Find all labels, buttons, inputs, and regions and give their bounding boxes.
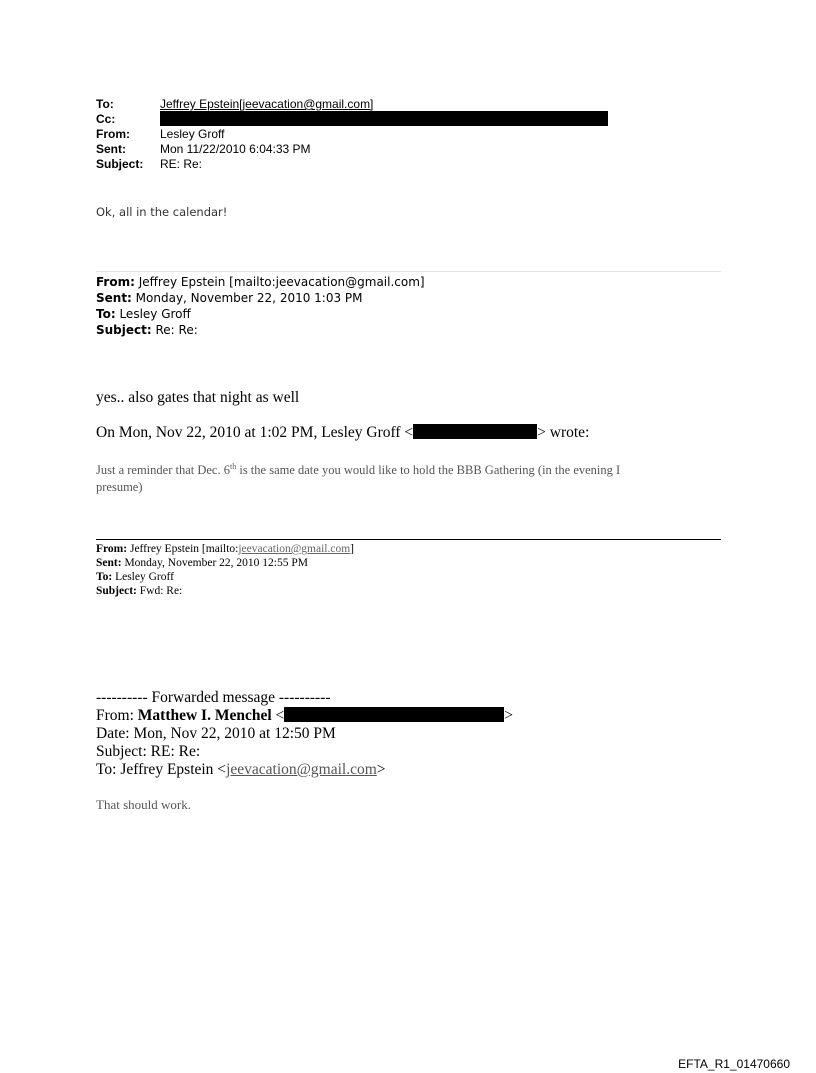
quoted2-sent-label: Sent: [96,557,122,569]
quoted2-email-link[interactable]: jeevacation@gmail.com [238,543,351,555]
quoted1-to-label: To: [96,307,116,321]
quoted2-sent-value: Monday, November 22, 2010 12:55 PM [121,557,308,569]
epstein-reply: yes.. also gates that night as well [96,389,300,406]
reminder-text [96,458,716,496]
forwarded-body: That should work. [96,797,191,812]
to-value[interactable]: Jeffrey Epstein[jeevacation@gmail.com] [160,97,374,111]
quoted-header-2 [96,542,354,598]
quoted2-from-label: From: [96,543,128,555]
quoted1-sent-label: Sent: [96,291,132,305]
quoted1-sent-value: Monday, November 22, 2010 1:03 PM [131,291,363,305]
quoted2-sent-line [96,556,354,570]
quoted1-subject-line [96,322,425,338]
reminder-part1: Just a reminder that Dec. 6 [96,463,230,478]
divider-light [96,271,721,272]
from-label: From: [96,127,130,141]
quoted2-to-value: Lesley Groff [112,571,174,583]
quoted1-subject-value: Re: Re: [151,323,198,337]
email-redaction [413,424,537,439]
quoted2-to-label: To: [96,571,113,583]
quoted2-from-suffix: ] [350,543,354,555]
divider-dark [96,539,721,540]
forwarded-to-line [96,761,513,779]
from-value: Lesley Groff [160,127,225,141]
forwarded-date-line: Date: Mon, Nov 22, 2010 at 12:50 PM [96,725,336,742]
sent-value: Mon 11/22/2010 6:04:33 PM [160,142,311,156]
forwarded-divider: ---------- Forwarded message ---------- [96,689,331,706]
forwarded-to-prefix: To: Jeffrey Epstein < [96,761,227,778]
subject-label: Subject: [96,157,144,171]
forwarded-to-suffix: > [376,761,386,778]
quoted1-sent-line [96,290,425,306]
reminder-sup: th [229,462,237,471]
document-id: EFTA_R1_01470660 [678,1057,790,1071]
sent-label: Sent: [96,142,126,156]
on-wrote-line [96,424,589,442]
forwarded-email-link[interactable]: jeevacation@gmail.com [226,761,377,778]
quoted1-subject-label: Subject: [96,323,152,337]
forwarded-from-close: > [504,707,514,724]
forwarded-email-redaction [284,707,504,722]
quoted-header-1 [96,274,425,338]
forwarded-message [96,689,513,779]
forwarded-from-prefix: From: [96,707,138,724]
on-wrote-suffix: > wrote: [537,424,590,441]
subject-value: RE: Re: [160,157,203,171]
quoted2-subject-label: Subject: [96,585,137,597]
reminder-part2: is the same date you would like to hold the BBB Gathering (in the evening I [236,463,621,478]
quoted1-to-value: Lesley Groff [115,307,191,321]
quoted2-from-line [96,542,354,556]
quoted2-subject-line [96,584,354,598]
quoted2-subject-value: Fwd: Re: [136,585,183,597]
reply-body: Ok, all in the calendar! [96,205,228,219]
to-label: To: [96,97,114,111]
quoted1-from-value: Jeffrey Epstein [mailto:jeevacation@gmail.com] [134,275,425,289]
on-wrote-prefix: On Mon, Nov 22, 2010 at 1:02 PM, Lesley Groff < [96,424,414,441]
quoted1-to-line [96,306,425,322]
forwarded-from-open: < [271,707,285,724]
quoted2-from-prefix: Jeffrey Epstein [mailto: [127,543,239,555]
quoted1-from-line [96,274,425,290]
quoted2-to-line [96,570,354,584]
forwarded-from-line [96,707,513,725]
forwarded-subject-line: Subject: RE: Re: [96,743,201,760]
reminder-line2: presume) [96,480,143,495]
cc-label: Cc: [96,112,116,126]
forwarded-from-name: Matthew I. Menchel [137,707,272,724]
quoted1-from-label: From: [96,275,135,289]
cc-redaction [160,111,608,126]
